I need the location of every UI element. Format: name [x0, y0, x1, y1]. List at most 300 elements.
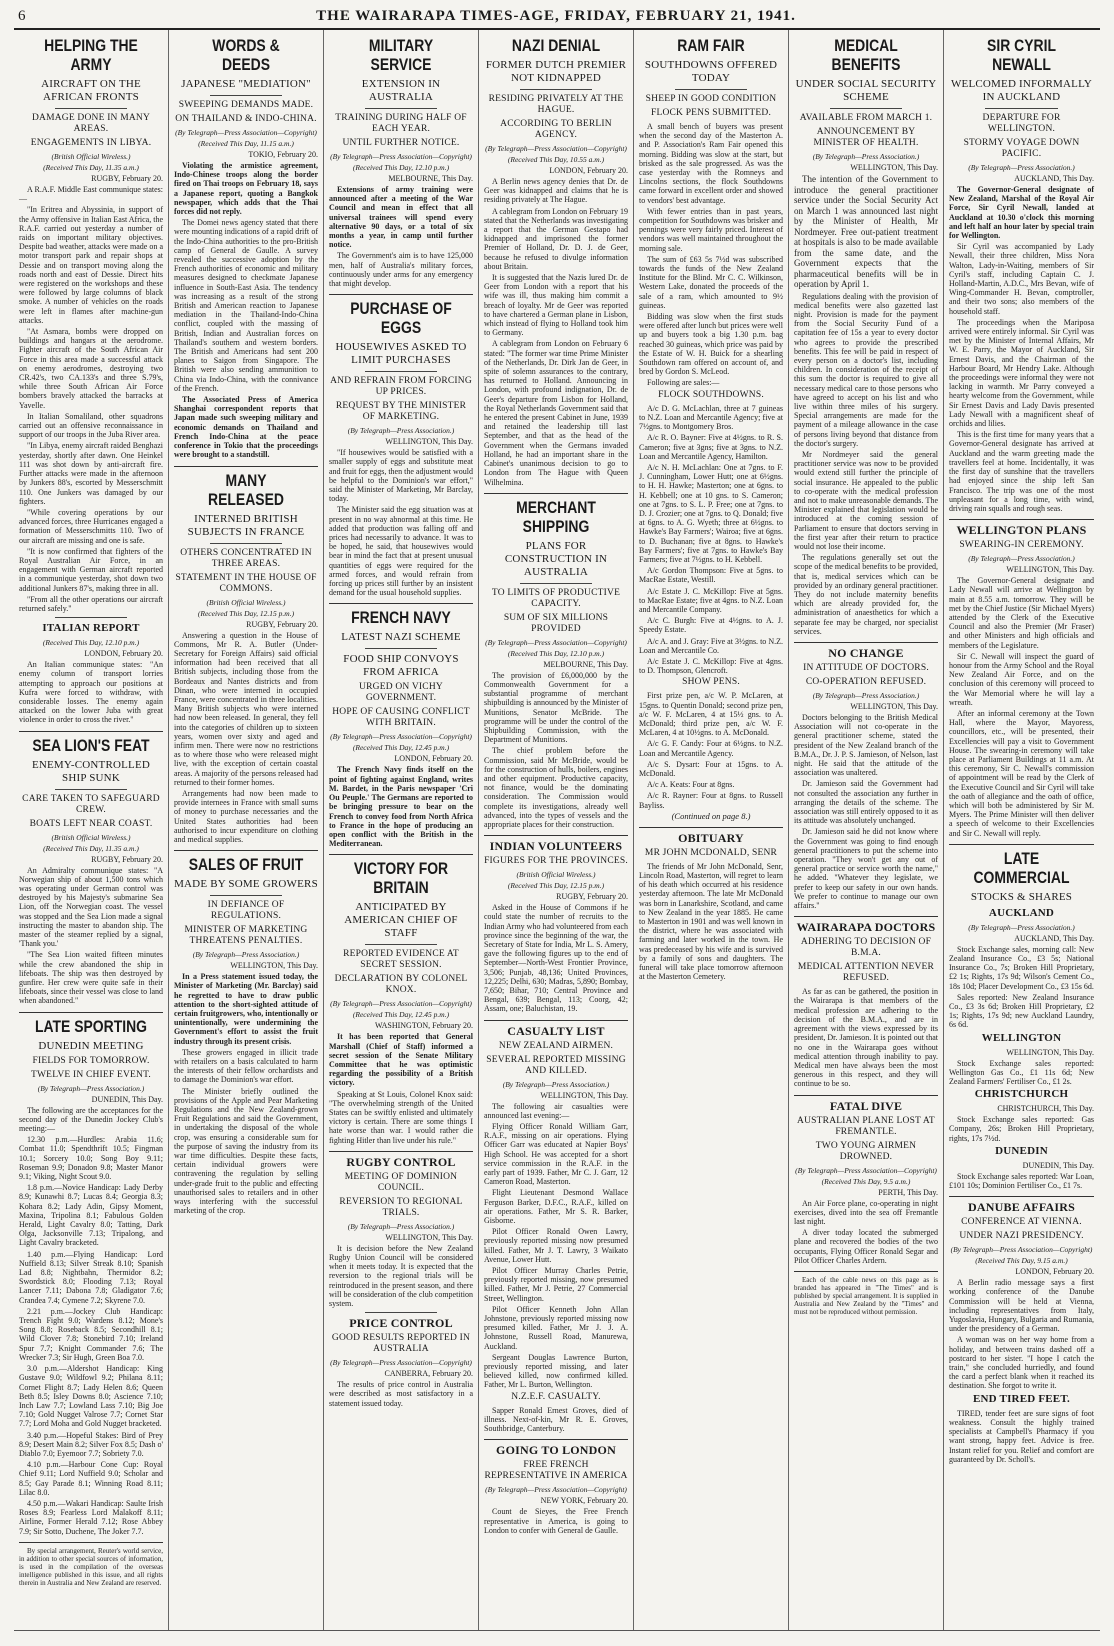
- paragraph: A/c A. and J. Gray: Five at 3½gns. to N.Z. Loan and Mercantile Co.: [639, 636, 783, 655]
- received-line: (Received This Day, 12.15 p.m.): [197, 608, 295, 618]
- subheadline: DAMAGE DONE IN MANY AREAS.: [31, 113, 151, 134]
- paragraph: This is the first time for many years that a Governor-General designate has arrived at Auckland and the warm greeting made the travellers feel at home. Incidentally, it was the first day of sunshine that the travellers had enjoyed since the ship left San Francisco. The trip was one of the most unpleasant for a long time, with wind, driving rain squalls and rough seas.: [949, 430, 1094, 513]
- dateline: LONDON, February 20.: [1015, 1267, 1094, 1277]
- paragraph: The French Navy finds itself on the point of fighting against England, writes M. Bardet, in the Paris newspaper 'Cri Ou Peuple.' The Germans are reported to be bringing pressure to bear on the French to convey food from North Africa to France in the hope of producing an open conflict with the British in the Mediterranean.: [329, 765, 473, 849]
- subheadline: DUNEDIN MEETING: [38, 1039, 144, 1052]
- divider: [19, 1542, 163, 1543]
- article-sir-cyril-newall: [949, 36, 1094, 513]
- article-nazi-denial: [484, 36, 628, 487]
- dateline: WELLINGTON, This Day.: [385, 437, 473, 447]
- article-casualty-list: [484, 1025, 628, 1434]
- paragraph: The regulations generally set out the scope of the medical benefits to be provided, that is, medical services which can be provided by an ordinary general practitioner. They do not include maternity benefits which are already provided for, the administration of anaesthetics for which a separate fee may be charged, nor specialist services.: [794, 553, 938, 636]
- subheadline: AVAILABLE FROM MARCH 1.: [799, 113, 933, 123]
- paragraph: The proceedings when the Mariposa arrived were entirely informal. Sir Cyril was met by the Minister of Internal Affairs, Mr W. E. Parry, the Mayor of Auckland, Sir Ernest Davis, and the Chairman of the Harbour Board, Mr Hendry Lake. Although the proceedings were informal they were not lacking in warmth. Mr Parry conveyed a hearty welcome from the Government, while Sir Ernest Davis and Lady Davis presented Lady Newall with a magnificent sheaf of orchids and lilies.: [949, 317, 1094, 429]
- subheadline: FOOD SHIP CONVOYS FROM AFRICA: [343, 653, 459, 679]
- credit-line: (British Official Wireless.): [516, 870, 596, 880]
- paragraph: The provision of £6,000,000 by the Commonwealth Government for a substantial programme of merchant shipbuilding is announced by the Minister of Munitions, Senator McBride. The programme will be under the control of the Shipbuilding Commission, with the Department of Munitions.: [484, 670, 628, 745]
- subheadline: FLOCK SOUTHDOWNS.: [658, 389, 764, 400]
- paragraph: "If housewives would be satisfied with a smaller supply of eggs and substitute meat and fruit for eggs, then the adjustment would be helpful to the Dominion's war effort," said the Minister of Marketing, Mr Barclay, today.: [329, 448, 473, 504]
- divider: [794, 642, 938, 643]
- paragraph: An Air Force plane, co-operating in night exercises, dived into the sea off Fremantle last night.: [794, 1198, 938, 1226]
- article-purchase-of-eggs: [329, 299, 473, 597]
- divider: [949, 1196, 1094, 1197]
- subheadline: ON THAILAND & INDO-CHINA.: [175, 114, 317, 124]
- dateline: AUCKLAND, This Day.: [1014, 933, 1094, 943]
- credit-line: (By Telegraph—Press Association—Copyright): [485, 637, 627, 647]
- subheadline: SUM OF SIX MILLIONS PROVIDED: [503, 612, 609, 634]
- article-ram-fair: [639, 36, 783, 821]
- paragraph: Sales reported: New Zealand Insurance Co., £3 3s 6d; Broken Hill Proprietary, £2 1s; Rights, 17s 9d; new Auckland Laundry, 6s 6d.: [949, 992, 1094, 1030]
- subheadline: RESIDING PRIVATELY AT THE HAGUE.: [488, 94, 624, 115]
- headline: RAM FAIR: [677, 36, 745, 55]
- paragraph: "In Eritrea and Abyssinia, in support of the Army offensive in Italian East Africa, the R.A.F. carried out yesterday a number of raids on important military objectives. Despite bad weather, attacks were made on a motor transport park and repair shops at Dessie and on transport moving along the roads north and east of Dessie. Direct hits were registered on the workshops and these were followed by large columns of black smoke. A number of vehicles on the roads were left in flames after machine-gun attacks.: [19, 205, 163, 325]
- paragraph: Mr Nordmeyer said the general practitioner service was now to be provided would extend still further the principle of social insurance. He appealed to the public to co-operate with the medical profession and not to make unreasonable demands. The Minister explained that legislation would be introduced at the coming session of Parliament to ensure that doctors serving in the first year after their return to practice would not lose their income.: [794, 449, 938, 551]
- paragraph: 12.30 p.m.—Hurdles: Arabia 11.6; Combat 11.0; Spendthrift 10.5; Fingman 10.1; Sorcery 10.0; Song Boy 9.11; Roseman 9.9; Donadon 9.8; Master Manor 9.1; Viking, Night Scout 9.0.: [19, 1135, 163, 1182]
- credit-line: (By Telegraph—Press Association—Copyright): [485, 144, 627, 153]
- paragraph: The friends of Mr John McDonald, Senr, Lincoln Road, Masterton, will regret to learn of his death which occurred at his residence yesterday afternoon. The late Mr McDonald was born in Lanarkshire, Scotland, and came to New Zealand in the year 1885. He came to Masterton in 1901 and was well known in the district, where he was associated with farming and later worked in the town. He was predeceased by his wife and is survived by a family of sons and daughters. The funeral will take place tomorrow afternoon at the Masterton Cemetery.: [639, 861, 783, 982]
- article-wellington-plans: [949, 524, 1094, 838]
- paragraph: A Berlin radio message says a first working conference of the Danube Commission will be held at Vienna, including representatives from Italy, Yugoslavia, Hungary, Bulgaria and Rumania, under the presidency of a German.: [949, 1278, 1095, 1334]
- article-victory-for-britain: [329, 859, 473, 1144]
- paragraph: Flight Lieutenant Desmond Wallace Ferguson Barker, D.F.C., R.A.F., killed on air operations. Father, Mr S. R. Barker, Gisborne.: [484, 1188, 628, 1226]
- article-merchant-shipping: [484, 498, 628, 829]
- paragraph: 2.21 p.m.—Jockey Club Handicap: Trench Fight 9.0; Wardens 8.12; Mone's Song 8.8; Roseback 8.5; Secondhill 8.1; Wild Clover 7.8; Stonebird 7.10; Ireland Spur 7.7; Knight Commander 7.6; The Wrecker 7.3; Sir Hugh, Green Boa 7.0.: [19, 1306, 163, 1362]
- dateline: AUCKLAND, This Day.: [1014, 174, 1094, 183]
- paragraph: Sapper Ronald Ernest Groves, died of illness. Next-of-kin, Mr R. E. Groves, Southbridge, Canterbury.: [484, 1405, 628, 1434]
- dateline: WELLINGTON, This Day.: [540, 1090, 628, 1100]
- divider: [55, 108, 127, 109]
- paragraph: The intention of the Government to introduce the general practitioner service under the Social Security Act on March 1 was announced last night by the Minister of Health, Mr Nordmeyer. Free out-patient treatment at hospitals is also to be made available from the same date, and the Government expects that the pharmaceutical benefits will be in operation by April 1.: [794, 174, 938, 289]
- paragraph: The following air casualties were announced last evening:—: [484, 1101, 628, 1120]
- paragraph: Stock Exchange sales reported: Gas Company, 26s; Broken Hill Proprietary, rights, 17s 7½d.: [949, 1115, 1094, 1143]
- subheadline: MADE BY SOME GROWERS: [174, 878, 318, 891]
- divider: [484, 1439, 628, 1440]
- paragraph: "It is now confirmed that fighters of the Royal Australian Air Force, in an engagement with German aircraft reported in a communique yesterday, shot down two additional Junkers 87's, making three in all.: [19, 546, 163, 593]
- paragraph: A/c D. G. McLachlan, three at 7 guineas to N.Z. Loan and Mercantile Agency; five at 7½gns. to Montgomery Bros.: [639, 403, 783, 432]
- subheadline: INTERNED BRITISH SUBJECTS IN FRANCE: [187, 512, 305, 538]
- paragraph: Stock Exchange sales, morning call: New Zealand Insurance Co., £3 5s; National Insurance Co., 7s; Broken Hill Proprietary, £2 1s; Rights, 17s 9d; Wilson's Cement Co., 18s 10d; Placer Development Co., £3 15s 6d.: [949, 944, 1094, 991]
- paragraph: An Italian communique states: "An enemy column of transport lorries attempting to approach our positions at Kufra were forced to withdraw, with considerable losses. The enemy again attacked on the lower Juba with great violence in order to cross the river.": [19, 660, 163, 725]
- headline: LATE SPORTING: [34, 1016, 148, 1036]
- headline: ITALIAN REPORT: [42, 622, 140, 635]
- headline: MERCHANT SHIPPING: [516, 497, 596, 536]
- divider: [19, 731, 163, 732]
- paragraph: Speaking at St Louis, Colonel Knox said: "The overwhelming strength of the United States can be swiftly enlisted and ultimately victory is certain. There are some things I hate worse than war. I would rather die fighting Hitler than live under his rule.": [329, 1089, 473, 1145]
- column-5: [634, 30, 789, 1630]
- headline: RUGBY CONTROL: [346, 1154, 456, 1169]
- headline: SEA LION'S FEAT: [32, 735, 150, 755]
- divider: [210, 95, 282, 96]
- subheadline: PLANS FOR CONSTRUCTION IN AUSTRALIA: [504, 539, 608, 578]
- paragraph: The chief problem before the Commission, said Mr McBride, would be for the construction of hulls, boilers, engines and other equipment. Productive capacity, not finance, would be the dominating consideration. The Commission would complete its investigations, already well advanced, into the types of vessels and the appropriate places for their construction.: [484, 746, 628, 829]
- subheadline: TO LIMITS OF PRODUCTIVE CAPACITY.: [491, 587, 621, 609]
- paragraph: Stock Exchange sales reported: War Loan, £101 10s; Dominion Fertiliser Co., £1 7s.: [949, 1171, 1094, 1191]
- market-auckland: AUCKLAND: [988, 906, 1055, 919]
- divider: [329, 1151, 473, 1152]
- paragraph: A R.A.F. Middle East communique states:—: [19, 185, 163, 204]
- subheadline: FREE FRENCH REPRESENTATIVE IN AMERICA: [484, 1460, 628, 1482]
- subheadline: EXTENSION IN AUSTRALIA: [361, 78, 441, 103]
- subheadline: WELCOMED INFORMALLY IN AUCKLAND: [950, 78, 1093, 103]
- subheadline: CONFERENCE AT VIENNA.: [961, 1217, 1082, 1228]
- paragraph: The Associated Press of America Shanghai correspondent reports that Japan made such sweeping military and economic demands on Thailand and French Indo-China at the peace conference in Tokio that the proceedings were brought to a standstill.: [174, 395, 318, 460]
- subheadline: URGED ON VICHY GOVERNMENT.: [359, 682, 443, 704]
- divider: [329, 294, 473, 295]
- subheadline: ENEMY-CONTROLLED SHIP SUNK: [31, 758, 151, 784]
- article-price-control: [329, 1317, 473, 1408]
- headline: SIR CYRIL NEWALL: [987, 36, 1056, 74]
- paragraph: Regulations dealing with the provision of medical benefits were also gazetted last night. Provision is made for the payment from the Social Security Fund of a capitation fee of 15s a year to every doctor who agrees to provide the prescribed benefits. This fee will be paid in respect of every person on a doctor's list, including children. In consideration of the receipt of this sum the doctor is required to give all necessary medical care to those persons who have agreed to accept on his list and who live within three miles of his surgery. Special arrangements are made for the payment of a mileage allowance in the case of persons living beyond that distance from the doctor's surgery.: [794, 291, 938, 448]
- subheadline: ANNOUNCEMENT BY MINISTER OF HEALTH.: [813, 127, 919, 148]
- article-late-commercial: [949, 849, 1094, 1190]
- credit-line: (By Telegraph—Press Association—Copyright): [330, 999, 472, 1009]
- dateline: WASHINGTON, February 20.: [374, 1021, 473, 1031]
- divider: [365, 371, 437, 372]
- dateline: WELLINGTON, This Day.: [850, 163, 938, 172]
- credit-line: (British Official Wireless.): [51, 152, 131, 161]
- paragraph: A cablegram from London on February 19 stated that the Netherlands was investigating a report that the German Gestapo had kidnapped and imprisoned the former Premier of Holland, Dr. D. J. de Geer, because he refused to divulge information about Britain.: [484, 206, 628, 271]
- article-fatal-dive: [794, 1100, 938, 1265]
- divider: [210, 895, 282, 896]
- paragraph: The Governor-General designate and Lady Newall will arrive at Wellington by main at 8.55 a.m. tomorrow. They will be met by the Chief Justice (Sir Michael Myers) attended by the Clerk of the Executive Council and also the Premier (Mr Fraser) and other Ministers and high officials and members of the Legislature.: [949, 576, 1094, 650]
- divider: [949, 519, 1094, 520]
- received-line: (Received This Day, 12.15 p.m.): [507, 881, 605, 891]
- paragraph: "The Sea Lion waited fifteen minutes while the crew abandoned the ship in lifeboats. The ship was then destroyed by gunfire. Her crew were quite safe in their lifeboats, since their vessel was close to land when abandoned.": [19, 950, 163, 1006]
- article-late-sporting: [19, 1017, 163, 1536]
- credit-line: (By Telegraph—Press Association—Copyright): [330, 152, 472, 161]
- paragraph: A woman was on her way home from a holiday, and between trains dashed off a postcard to her sister. "I hope I catch the train," she concluded hurriedly, and found the card a perfect blank when it reached its destination. She forgot to write it.: [949, 1335, 1094, 1391]
- credit-line: (By Telegraph—Press Association—Copyright): [485, 1485, 627, 1495]
- credit-line: (By Telegraph—Press Association.): [192, 950, 300, 960]
- subheadline: CARE TAKEN TO SAFEGUARD CREW.: [22, 793, 160, 815]
- subheadline: GOOD RESULTS REPORTED IN AUSTRALIA: [331, 1333, 471, 1355]
- subheadline: CO-OPERATION REFUSED.: [805, 677, 927, 688]
- subheadline: SEVERAL REPORTED MISSING AND KILLED.: [486, 1054, 626, 1076]
- paragraph: The Governor-General designate of New Zealand, Marshal of the Royal Air Force, Sir Cyril Newall, landed at Auckland at 10.30 o'clock this morning and left half an hour later by special train for Wellington.: [949, 185, 1094, 241]
- credit-line: (By Telegraph—Press Association.): [347, 1221, 455, 1231]
- divider: [520, 89, 592, 90]
- headline: NO CHANGE: [828, 646, 904, 661]
- dateline: WELLINGTON, This Day.: [230, 961, 318, 971]
- paragraph: In a Press statement issued today, the Minister of Marketing (Mr. Barclay) said he regretted to have to draw public attention to the short-sighted attitude of certain fruitgrowers, who, intentionally or unintentionally, were undermining the Government's effort to assist the fruit industry through its present crisis.: [174, 972, 318, 1046]
- divider: [365, 1312, 437, 1313]
- paragraph: A/c A. Keats: Four at 8gns.: [647, 780, 735, 790]
- headline: MANY RELEASED: [208, 470, 284, 509]
- subheadline: ANTICIPATED BY AMERICAN CHIEF OF STAFF: [344, 901, 458, 940]
- dateline: CHRISTCHURCH, This Day.: [997, 1104, 1094, 1114]
- paragraph: Asked in the House of Commons if he could state the number of recruits to the Indian Army who had volunteered from each province since the beginning of the war, the Secretary of State for India, Mr L. S. Amery, gave the following figures up to the end of September—North-West Frontier Province, 3,506; Punjab, 48,136; United Provinces, 12,225; Delhi, 630; Madras, 5,890; Bombay, 7,650; Bihar, 710; Central Province and Bengal, 639; Bengal, 113; Coorg, 42; Assam, one; Baluchistan, 19.: [484, 903, 628, 1014]
- headline: PURCHASE OF EGGS: [350, 299, 452, 338]
- column-7: [944, 30, 1099, 1630]
- paragraph: A/c Estate J. C. McKillop: Five at 4gns. to D. Thompson, Glencroft.: [639, 656, 783, 676]
- dateline: NEW YORK, February 20.: [540, 1496, 628, 1506]
- paragraph: In Italian Somaliland, other squadrons carried out an offensive reconnaissance in support of our troops in the Juba River area.: [19, 411, 163, 440]
- subheadline: HOUSEWIVES ASKED TO LIMIT PURCHASES: [335, 341, 467, 367]
- paragraph: These growers engaged in illicit trade with retailers on a basis calculated to harm the interests of their fellow orchardists and to damage the Dominion's war effort.: [174, 1047, 318, 1085]
- divider: [210, 543, 282, 544]
- subheadline: FIELDS FOR TOMORROW.: [32, 1055, 150, 1066]
- divider: [174, 850, 318, 851]
- divider: [329, 854, 473, 855]
- credit-line: (By Telegraph—Press Association—Copyright): [330, 732, 472, 742]
- subheadline: LATEST NAZI SCHEME: [341, 631, 461, 644]
- subheadline: IN ATTITUDE OF DOCTORS.: [803, 663, 929, 674]
- article-medical-benefits: [794, 36, 938, 636]
- received-line: (Received This Day, 12.45 p.m.): [352, 743, 450, 753]
- paragraph: The sum of £63 5s 7½d was subscribed towards the funds of the New Zealand Institute for the Blind. Mr C. C. Wilkinson, Western Lake, donated the proceeds of the sale of a ram, which amounted to 9½ guineas.: [639, 254, 783, 310]
- dateline: RUGBY, February 20.: [91, 854, 163, 864]
- article-italian-report: [19, 622, 163, 724]
- article-obituary: [639, 832, 783, 982]
- dateline: RUGBY, February 20.: [246, 619, 318, 629]
- subheadline: UNTIL FURTHER NOTICE.: [342, 138, 460, 148]
- paragraph: 4.50 p.m.—Wakari Handicap: Saulte Irish Roses 8.9; Fearless Lord Malakoff 8.11; Airline, Former Herald 7.12; Rose Abbey 7.9; Sir Sotto, Duchene, The Joker 7.7.: [19, 1498, 163, 1536]
- divider: [520, 583, 592, 584]
- subheadline: TWO YOUNG AIRMEN DROWNED.: [815, 1140, 917, 1162]
- headline: MILITARY SERVICE: [368, 36, 434, 74]
- article-many-released: [174, 471, 318, 845]
- credit-line: (By Telegraph—Press Association—Copyright): [175, 128, 317, 137]
- subheadline: MR JOHN MCDONALD, SENR: [644, 847, 778, 858]
- subheadline: DECLARATION BY COLONEL KNOX.: [334, 974, 468, 996]
- headline: FATAL DIVE: [829, 1098, 903, 1113]
- subheadline: FLOCK PENS SUBMITTED.: [650, 108, 772, 118]
- divider: [484, 1020, 628, 1021]
- paragraph: Doctors belonging to the British Medical Association will not co-operate in the general practitioner scheme, stated the president of the New Zealand branch of the B.M.A., Dr. J. P. S. Jamieson, of Nelson, last night. He said that the attitude of the association was unaltered.: [794, 713, 938, 778]
- headline: NAZI DENIAL: [511, 36, 601, 55]
- dateline: DUNEDIN, This Day.: [91, 1094, 163, 1104]
- headline: CASUALTY LIST: [507, 1023, 605, 1038]
- ad-headline: END TIRED FEET.: [972, 1392, 1071, 1405]
- divider: [949, 844, 1094, 845]
- subheadline: HOPE OF CAUSING CONFLICT WITH BRITAIN.: [332, 707, 470, 729]
- dateline: RUGBY, February 20.: [91, 174, 163, 183]
- paragraph: It is suggested that the Nazis lured Dr. de Geer from London with a report that his wife was ill, thus making him commit a breach of loyalty. Mr de Geer was reported to have chartered a German plane in Lisbon, which instead of flying to Holland took him to Germany.: [484, 273, 628, 338]
- column-6: [789, 30, 944, 1630]
- dateline: RUGBY, February 20.: [556, 892, 628, 902]
- subheadline: UNDER SOCIAL SECURITY SCHEME: [795, 78, 937, 103]
- subheadline: SOUTHDOWNS OFFERED TODAY: [644, 59, 778, 84]
- credit-line: (British Official Wireless.): [51, 832, 131, 842]
- paragraph: The results of price control in Australia were described as most satisfactory in a statement issued today.: [329, 1380, 473, 1408]
- paragraph: After an informal ceremony at the Town Hall, where the Mayor, Mayoress, councillors, etc., will be presented, their Excellencies will pay a visit to Government House. The swearing-in ceremony will take place at Parliament Buildings at 11 a.m. At this ceremony, Sir C. Newall's commission of appointment will be read by the Clerk of the Executive Council and Sir Cyril will take the oath of allegiance and the oath of office, which will both be administered by Sir M. Myers. The Prime Minister will then deliver a speech of welcome to their Excellencies and Sir C. Newall will reply.: [949, 708, 1094, 838]
- article-military-service: [329, 36, 473, 288]
- subheadline: REVERSION TO REGIONAL TRIALS.: [339, 1196, 463, 1218]
- dateline: WELLINGTON, This Day.: [850, 702, 938, 712]
- credit-line: (By Telegraph—Press Association—Copyright): [950, 1245, 1093, 1255]
- subheadline: MINISTER OF MARKETING THREATENS PENALTIES.: [184, 925, 308, 947]
- dateline: LONDON, February 20.: [549, 166, 628, 175]
- paragraph: Violating the armistice agreement, Indo-Chinese troops along the border fired on Thai troops on February 18, says a Japanese report, quoting a Bangkok newspaper, which adds that the Thai forces did not reply.: [174, 161, 318, 217]
- paragraph: "In Libya, enemy aircraft raided Benghazi yesterday, shortly after dawn. One Heinkel 111 was shot down by anti-aircraft fire. Further attacks were made in the afternoon by Junkers 88's, escorted by Messerschmitt 110. One Junkers was damaged by our fighters.: [19, 441, 163, 506]
- subheadline: MEETING OF DOMINION COUNCIL.: [344, 1171, 458, 1193]
- dateline: MELBOURNE, This Day.: [543, 659, 628, 669]
- received-line: (Received This Day, 11.35 a.m.): [43, 163, 139, 172]
- paragraph: A/c R. Rayner: Four at 8gns. to Russell Bayliss.: [639, 791, 783, 810]
- divider: [794, 916, 938, 917]
- paragraph: A diver today located the submerged plane and recovered the bodies of the two occupants, Flying Officer Ronald Segar and Pilot Officer Charles Ardern.: [794, 1228, 938, 1265]
- paragraph: A/c N. H. McLachlan: One at 7gns. to F. J. Cunningham, Lower Hutt; one at 6½gns. to H. H. Hawke; Masterton; one at 6gns. to H. Kebbell; one at 10 gns. to S. Cameron; one at 7gns. to S. L. P. Free; one at 7gns. to D. J. Crozier; one at 7gns. to Q. Donald; five at 6gns. to A. G. Wyeth; three at 6½gns. to Hawke's Bay Farmers'; Wairoa; five at 6gns. to D. Buchanan; five at 8gns. to Hawke's Bay Farmers'; five at 7gns. to Hawke's Bay Farmers; five at 7½gns. to H. Kebbell.: [639, 462, 783, 564]
- paragraph: With fewer entries than in past years, competition for Southdowns was brisker and pennings were very fairly priced. Interest of vendors was well maintained throughout the morning sale.: [639, 206, 783, 253]
- subheadline: AUSTRALIAN PLANE LOST AT FREMANTLE.: [797, 1115, 935, 1137]
- subheadline: REQUEST BY THE MINISTER OF MARKETING.: [335, 401, 467, 423]
- divider: [329, 603, 473, 604]
- continued-note: (Continued on page 8.): [671, 810, 751, 821]
- subheadline: STOCKS & SHARES: [970, 890, 1073, 903]
- column-2: [169, 30, 324, 1630]
- paragraph: 3.40 p.m.—Hopeful Stakes: Bird of Prey 8.9; Desert Main 8.2; Silver Fox 8.5; Dash o' Diablo 7.0; Eyemoor 7.7; Sobriety 7.0.: [19, 1430, 163, 1458]
- paragraph: Sir Cyril was accompanied by Lady Newall, their three children, Miss Nora Walton, Lady-in-Waiting, members of Sir Cyril's staff, including Captain C. J. Holland-Martin, A.D.C., Mrs Bevan, wife of Wing-Commander H. Bevan, comptroller, and their two sons; also members of the household staff.: [949, 242, 1094, 316]
- paragraph: Answering a question in the House of Commons, Mr R. A. Butler (Under-Secretary for Foreign Affairs) said official information had been received that all British subjects, including those from the Bordeaux and Nantes districts and from Dinan, who were interned in occupied France, were concentrated in three localities. Many British subjects who were interned had now been released. In general, they fell into the categories of children up to sixteen years, women over sixty and aged and infirm men. There were now no restrictions as to where those who were released might live, with the exception of certain coastal areas. A majority of the persons released had returned to their former homes.: [174, 630, 318, 787]
- headline: WELLINGTON PLANS: [956, 523, 1087, 538]
- paragraph: A/c S. Dysart: Four at 15gns. to A. McDonald.: [639, 759, 783, 778]
- paragraph: A/c G. F. Candy: Four at 6½gns. to N.Z. Loan and Mercantile Agency.: [639, 739, 783, 758]
- paragraph: Pilot Officer Murray Charles Petrie, previously reported missing, now presumed killed. Father, Mr J. Petrie, 27 Commercial Street, Wellington.: [484, 1266, 628, 1303]
- headline: SALES OF FRUIT: [188, 855, 304, 875]
- subheadline: UNDER NAZI PRESIDENCY.: [959, 1231, 1084, 1242]
- article-wairarapa-doctors: [794, 921, 938, 1088]
- credit-line: (By Telegraph—Press Association.): [502, 1079, 610, 1089]
- divider: [985, 108, 1058, 109]
- article-french-navy: [329, 608, 473, 848]
- paragraph: It has been reported that General Marshall (Chief of Staff) informed a secret session of the Senate Military Committee that he was optimistic regarding the possibility of a British victory.: [329, 1032, 473, 1088]
- paragraph: The Minister briefly outlined the provisions of the Apple and Pear Marketing Regulations and the New Zealand-grown Fruit Regulations and said the Government, in undertaking the disposal of the whole crop, was ensuring a considerable sum for the purpose of saving the industry from its war time difficulties. Despite these facts, certain individual growers were contravening the regulation by selling under-grade fruit to the public and effecting unauthorised sales to retailers and in other ways interfering with the successful marketing of the crop.: [174, 1086, 318, 1216]
- headline: WORDS & DEEDS: [212, 36, 280, 74]
- credit-line: (By Telegraph—Press Association.): [968, 554, 1075, 564]
- paragraph: A/c Gordon Thompson: Five at 5gns. to MacRae Estate, Westill.: [639, 566, 783, 585]
- headline: WAIRARAPA DOCTORS: [796, 920, 936, 935]
- paragraph: "From all the other operations our aircraft returned safely.": [19, 594, 163, 613]
- subheadline: SHEEP IN GOOD CONDITION: [645, 94, 777, 104]
- subheadline: SHOW PENS.: [682, 677, 740, 688]
- article-danube-affairs: [949, 1201, 1094, 1464]
- credit-line: (By Telegraph—Press Association—Copyright): [795, 1165, 937, 1175]
- received-line: (Received This Day, 11.15 a.m.): [198, 139, 294, 148]
- footnote: Each of the cable news on this page as is branded has appeared in "The Times" and is published by special arrangement. It is supplied in Australia and New Zealand by the "Times" and must not be reproduced without permission.: [794, 1275, 938, 1316]
- subheadline: OTHERS CONCENTRATED IN THREE AREAS.: [180, 547, 312, 569]
- paragraph: A Berlin news agency denies that Dr. de Geer was kidnapped and claims that he is residing privately at The Hague.: [484, 177, 628, 205]
- subheadline: ENGAGEMENTS IN LIBYA.: [30, 138, 152, 148]
- divider: [55, 617, 127, 618]
- subheadline: AND REFRAIN FROM FORCING UP PRICES.: [330, 376, 472, 398]
- subheadline: SWEEPING DEMANDS MADE.: [178, 100, 314, 110]
- paragraph: 1.8 p.m.—Novice Handicap: Lady Derby 8.9; Kunawhi 8.7; Lucas 8.4; Georgia 8.3; Kohara 8.2; Lady Adin, Gipsy Moment, Maxina, Tripolina 8.1; Fabulous Golden Herald, Light Cavalry 8.0; Tatting, Dark Olga, Jacksonville 7.13; Tripalong, and Light Cavalry bracketed.: [19, 1183, 163, 1248]
- paragraph: The Government's aim is to have 125,000 men, half of Australia's military forces, continuously under arms for any emergency that might develop.: [329, 251, 473, 289]
- subheadline: TWELVE IN CHIEF EVENT.: [31, 1069, 151, 1080]
- article-rugby-control: [329, 1156, 473, 1308]
- received-line: (Received This Day, 12.10 p.m.): [352, 163, 450, 172]
- divider: [55, 789, 127, 790]
- dateline: PERTH, This Day.: [878, 1187, 938, 1197]
- page-number: 6: [18, 8, 26, 24]
- divider: [174, 466, 318, 467]
- paragraph: Sergeant Douglas Lawrence Burton, previously reported missing, and later believed killed, now confirmed killed. Father, Mr L. Burton, Wellington.: [484, 1352, 628, 1390]
- column-1: [14, 30, 169, 1630]
- market-christchurch: CHRISTCHURCH: [974, 1088, 1069, 1101]
- credit-line: (By Telegraph—Press Association.): [968, 163, 1075, 172]
- received-line: (Received This Day, 12.45 p.m.): [352, 1010, 450, 1020]
- credit-line: (By Telegraph—Press Association.): [968, 922, 1075, 932]
- article-no-change: [794, 647, 938, 910]
- subheadline: SWEARING-IN CEREMONY.: [959, 540, 1084, 551]
- paragraph: Sir C. Newall will inspect the guard of honour from the Army School and the Royal New Zealand Air Force, and on the conclusion of this ceremony will proceed to the War Memorial where he will lay a wreath.: [949, 651, 1094, 707]
- dateline: WELLINGTON, This Day.: [1006, 1047, 1094, 1057]
- received-line: (Received This Day, 12.10 p.m.): [507, 648, 605, 658]
- paragraph: Pilot Officer Ronald Owen Lawry, previously reported missing now presumed killed. Father, Mr J. T. Lawry, 3 Waikato Avenue, Lower Hutt.: [484, 1227, 628, 1264]
- paragraph: Following are sales:—: [647, 378, 720, 388]
- paragraph: Flying Officer Ronald William Garr, R.A.F., missing on air operations. Flying Officer Garr was educated at Napier Boys' High School. He was accepted for a short service commission in the R.A.F. in the early part of 1939. Father, Mr C. J. Garr, 12 Cameron Road, Masterton.: [484, 1122, 628, 1187]
- paragraph: Count de Sieyes, the Free French representative in America, is going to London to confer with General de Gaulle.: [484, 1507, 628, 1535]
- paragraph: First prize pen, a/c W. P. McLaren, at 15gns. to Quentin Donald; second prize pen, a/c W. F. McLaren, 4 at 15½ gns. to A. McDonald; third prize pen, a/c W. F. McLaren, 4 at 10½gns. to A. McDonald.: [639, 691, 783, 738]
- paragraph: Bidding was slow when the first studs were offered after lunch but prices were well up and buyers took a big 1.30 p.m. bag reached 30 guineas, which price was paid by the Estate of W. H. Buick for a shearling Southdown ram offered on account of, and bred by Gordon S. McLeod.: [639, 312, 783, 377]
- divider: [365, 108, 437, 109]
- divider: [365, 648, 437, 649]
- paragraph: Dr. Jamieson said he did not know where the Government was going to find enough general practitioners to put the scheme into operation. "They won't get any out of general practice or service worth the name," he added. "Whatever they legislate, we prefer to keep our safety in our own hands. We prefer to continue to manage our own affairs.": [794, 827, 938, 911]
- masthead: [14, 8, 1100, 30]
- article-sea-lions-feat: [19, 736, 163, 1006]
- subheadline: STATEMENT IN THE HOUSE OF COMMONS.: [175, 572, 317, 594]
- article-indian-volunteers: [484, 840, 628, 1013]
- headline: OBITUARY: [678, 830, 744, 845]
- divider: [19, 1012, 163, 1013]
- credit-line: (By Telegraph—Press Association.): [812, 691, 920, 701]
- headline: MEDICAL BENEFITS: [831, 36, 901, 74]
- paragraph: Stock Exchange sales reported: Wellington Gas Co., £1 11s 6d; New Zealand Farmers' Fertiliser Co., £1 2s.: [949, 1058, 1094, 1087]
- credit-line: (British Official Wireless.): [206, 597, 286, 607]
- headline: VICTORY FOR BRITAIN: [353, 859, 449, 898]
- subheadline: AIRCRAFT ON THE AFRICAN FRONTS: [41, 78, 141, 103]
- dateline: LONDON, February 20.: [394, 754, 473, 764]
- received-line: (Received This Day, 10.55 a.m.): [507, 155, 605, 164]
- paragraph: Dr. Jamieson said the Government had not consulted the association any further in arranging the details of the scheme. The association was still entirely opposed to it as its attitude was absolutely unchanged.: [794, 779, 938, 826]
- dateline: LONDON, February 20.: [84, 649, 163, 659]
- divider: [484, 835, 628, 836]
- credit-line: (By Telegraph—Press Association.): [812, 152, 920, 161]
- paragraph: An Admiralty communique states: "A Norwegian ship of about 1,500 tons which was operating under German control was destroyed by his Majesty's submarine Sea Lion, off the Norwegian coast. The vessel was stopped and the Sea Lion made a signal instructing the master to abandon ship. The master of the steamer replied by a signal, 'Thank you.': [19, 865, 163, 949]
- divider: [639, 827, 783, 828]
- paragraph: The Minister said the egg situation was at present in no way abnormal at this time. He added that production was falling off and prices had necessarily to advance. It was to be hoped, he said, that housewives would bear in mind the fact that at present unusual quantities of eggs were required for the armed forces, and would refrain from forcing up prices still further by an insistent demand for the usual household supplies.: [329, 505, 473, 598]
- article-sales-of-fruit: [174, 855, 318, 1215]
- headline: GOING TO LONDON: [496, 1443, 616, 1458]
- subheadline: FORMER DUTCH PREMIER NOT KIDNAPPED: [485, 59, 627, 84]
- paragraph: The following are the acceptances for the second day of the Dunedin Jockey Club's meeting:—: [19, 1105, 163, 1134]
- newspaper-title: THE WAIRARAPA TIMES-AGE, FRIDAY, FEBRUARY 21, 1941.: [316, 8, 796, 24]
- subheadline: ADHERING TO DECISION OF B.M.A.: [800, 937, 932, 959]
- article-helping-the-army: [19, 36, 163, 613]
- received-line: (Received This Day, 9.5 a.m.): [821, 1176, 911, 1186]
- footnote: By special arrangement, Reuter's world service, in addition to other special sources of information, is used in the compilation of the overseas intelligence published in this issue, and all rights therein in Australia and New Zealand are reserved.: [19, 1546, 163, 1587]
- paragraph: A small bench of buyers was present when the second day of the Masterton A. and P. Association's Ram Fair opened this morning. Bidding was slow at the start, but brisked as the sale progressed. As was the case yesterday with the Romneys and Lincolns sections, the flock Southdowns came forward in excellent order and showed to vendors' best advantage.: [639, 122, 783, 205]
- subheadline: TRAINING DURING HALF OF EACH YEAR.: [335, 113, 467, 134]
- subheadline: STORMY VOYAGE DOWN PACIFIC.: [963, 138, 1080, 159]
- column-4: [479, 30, 634, 1630]
- paragraph: A/c Estate J. C. McKillop: Five at 5gns. to MacRae Estate; five at 4gns. to N.Z. Loan and Mercantile Company.: [639, 586, 783, 614]
- dateline: CANBERRA, February 20.: [384, 1369, 473, 1379]
- credit-line: (By Telegraph—Press Association.): [347, 426, 455, 436]
- headline: DANUBE AFFAIRS: [968, 1200, 1075, 1215]
- headline: PRICE CONTROL: [349, 1316, 453, 1331]
- headline: HELPING THE ARMY: [44, 36, 138, 74]
- paragraph: It is decision before the New Zealand Rugby Union Council will be considered when it meets today. It is expected that the reversion to the regional trials will be reintroduced in the present season, and there will be consideration of the club competition system.: [329, 1243, 473, 1308]
- advertisement-text: TIRED, tender feet are sure signs of foot weakness. Consult the highly trained specialists at Campbell's Pharmacy if you want strong, happy feet. Advice is free. Instant relief for you. Relief and comfort are guaranteed by Dr. Scholl's.: [949, 1408, 1094, 1464]
- divider: [794, 1271, 938, 1272]
- received-line: (Received This Day, 9.15 a.m.): [975, 1256, 1068, 1266]
- divider: [830, 108, 902, 109]
- dateline: MELBOURNE, This Day.: [388, 174, 473, 183]
- paragraph: Arrangements had now been made to provide internees in France with small sums of money to purchase necessaries and the United States authorities had been authorised to incur expenditure on clothing and medical supplies.: [174, 788, 318, 844]
- subheadline: NEW ZEALAND AIRMEN.: [498, 1040, 614, 1051]
- dateline: WELLINGTON, This Day.: [1006, 565, 1094, 575]
